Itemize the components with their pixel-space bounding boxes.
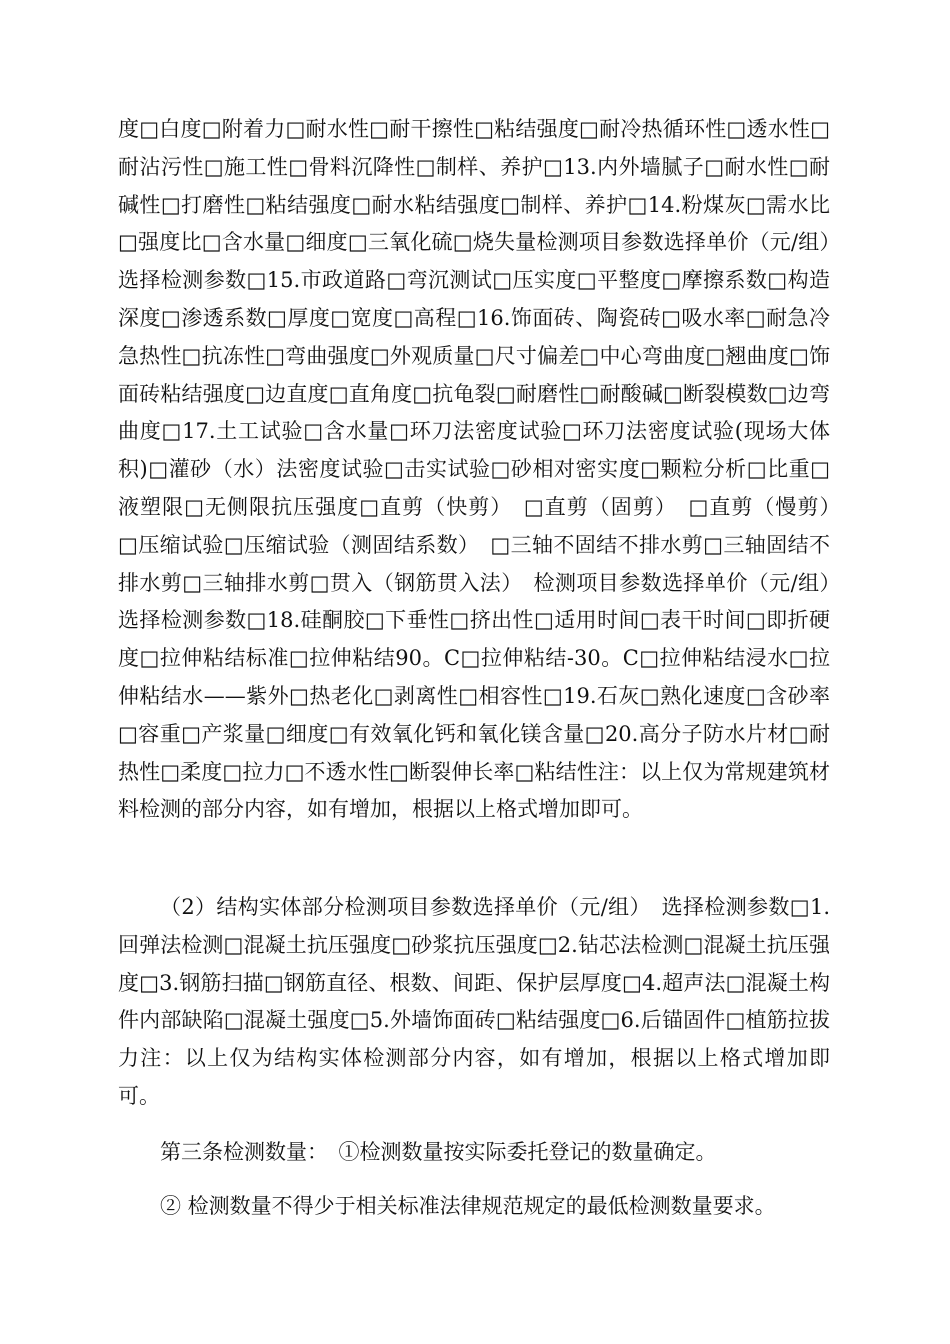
paragraph-minimum-quantity-requirement: ② 检测数量不得少于相关标准法律规范规定的最低检测数量要求。 <box>160 1194 776 1218</box>
paragraph-structural-entity-items: （2）结构实体部分检测项目参数选择单价（元/组） 选择检测参数□1.回弹法检测□混凝土抗压强度□砂浆抗压强度□2.钻芯法检测□混凝土抗压强度□3.钢筋扫描□钢筋直径、根数、间距、保护层厚度□4.超声法□混凝土构件内部缺陷□混凝土强度□5.外墙饰面砖□粘结强度□6.后锚固件□植筋拉拔力注：以上仅为结构实体检测部分内容，如有增加，根据以上格式增加即可。 <box>118 895 830 1108</box>
paragraph-article-three-test-quantity: 第三条检测数量： ①检测数量按实际委托登记的数量确定。 <box>160 1140 717 1164</box>
paragraph-material-test-items: 度□白度□附着力□耐水性□耐干擦性□粘结强度□耐冷热循环性□透水性□耐沾污性□施工性□骨料沉降性□制样、养护□13.内外墙腻子□耐水性□耐碱性□打磨性□粘结强度□耐水粘结强度□制样、养护□14.粉煤灰□需水比□强度比□含水量□细度□三氧化硫□烧失量检测项目参数选择单价（元/组） 选择检测参数□15.市政道路□弯沉测试□压实度□平整度□摩擦系数□构造深度□渗透系数□厚度□宽度□高程□16.饰面砖、陶瓷砖□吸水率□耐急冷急热性□抗冻性□弯曲强度□外观质量□尺寸偏差□中心弯曲度□翘曲度□饰面砖粘结强度□边直度□直角度□抗龟裂□耐磨性□耐酸碱□断裂模数□边弯曲度□17.土工试验□含水量□环刀法密度试验□环刀法密度试验(现场大体积)□灌砂（水）法密度试验□击实试验□砂相对密实度□颗粒分析□比重□液塑限□无侧限抗压强度□直剪（快剪） □直剪（固剪） □直剪（慢剪） □压缩试验□压缩试验（测固结系数） □三轴不固结不排水剪□三轴固结不排水剪□三轴排水剪□贯入（钢筋贯入法） 检测项目参数选择单价（元/组） 选择检测参数□18.硅酮胶□下垂性□挤出性□适用时间□表干时间□即折硬度□拉伸粘结标准□拉伸粘结90。C□拉伸粘结-30。C□拉伸粘结浸水□拉伸粘结水——紫外□热老化□剥离性□相容性□19.石灰□熟化速度□含砂率□容重□产浆量□细度□有效氧化钙和氧化镁含量□20.高分子防水片材□耐热性□柔度□拉力□不透水性□断裂伸长率□粘结性注：以上仅为常规建筑材料检测的部分内容，如有增加，根据以上格式增加即可。 <box>118 117 851 822</box>
